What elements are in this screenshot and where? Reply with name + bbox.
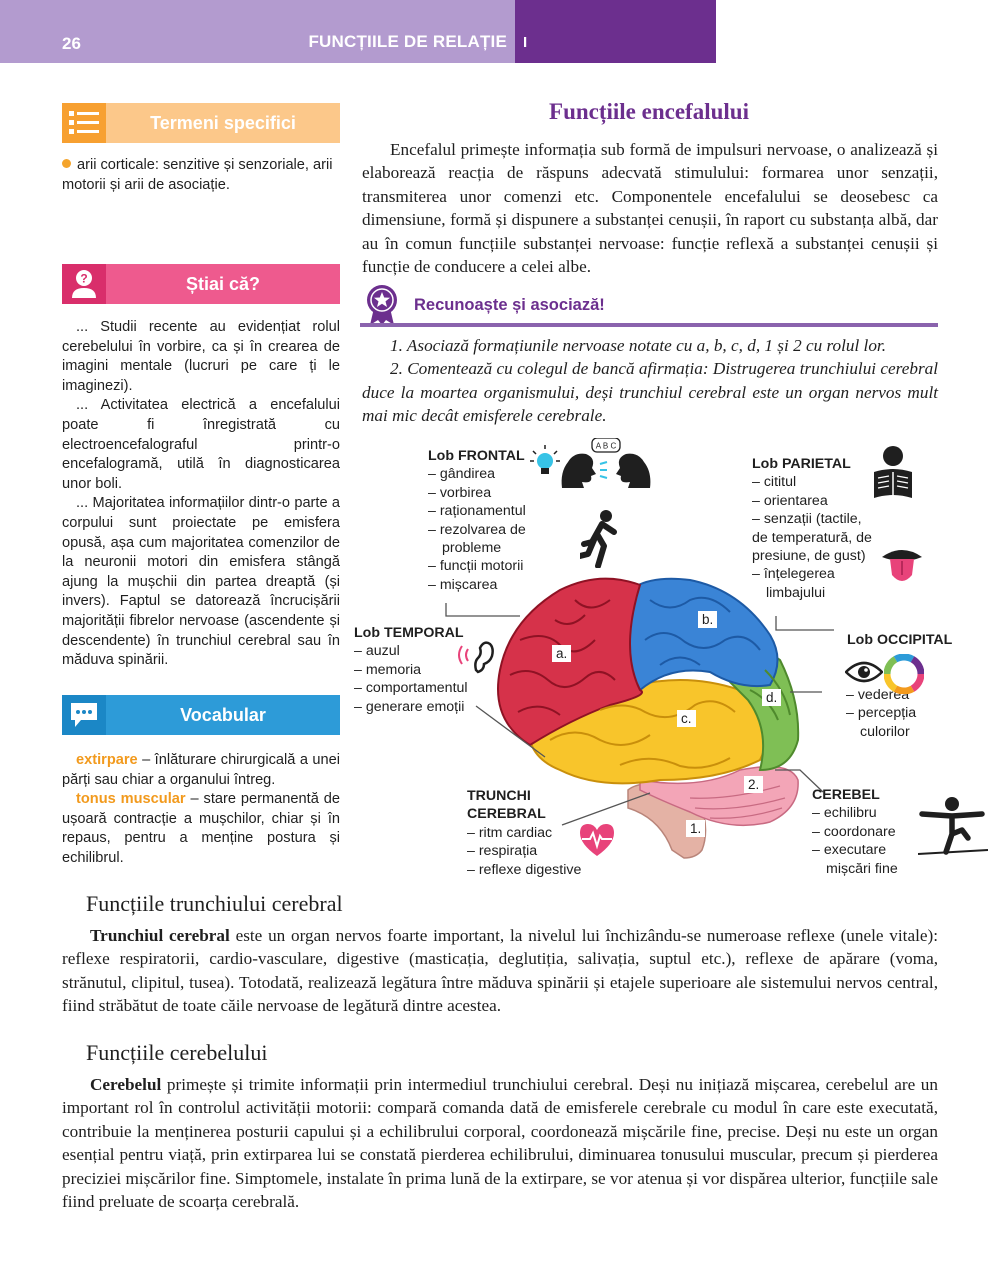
stiati-paragraph: ... Majoritatea informațiilor dintr-o parte a corpului sunt proiectate pe emisfera opusă, așa cum majoritatea comenzilor de la neuronii motori din emisfera stângă ajung la mușchii din partea dreaptă (și invers). Faptul se datorează încrucișării majorității fibrelor nervoase (ascendente și descendente) în trunchiul cerebral sau în măduva spinării. — [62, 495, 340, 669]
encefal-text: Encefalul primește informația sub formă de impulsuri nervoase, o analizează și elaborează reacția de răspuns adecvată stimulului: formarea unor senzații, transmiterea unor comenzi etc. Componentele encefalului se deosebesc ca dimensiune, formă și dispunere a substanței cenușii, în raport cu substanța albă, dar au în comun funcțiile substanței nervoase: funcție reflexă a substanței cenușii și funcție de conducere a celei albe. — [362, 140, 938, 277]
heart-pulse-icon — [578, 822, 616, 858]
reading-person-icon — [868, 446, 918, 500]
stiati-paragraph: ... Activitatea electrică a encefalului poate fi înregistrată cu electroencefalograful printr-o encefalogramă, utilă în diagnosticarea unor boli. — [62, 397, 340, 492]
running-person-icon — [580, 510, 620, 568]
mouth-tongue-icon — [880, 545, 924, 585]
stiati-paragraph: ... Studii recente au evidențiat rolul cerebelului în vorbire, ca și în crearea de imagini mentale (lucruri pe care ți le imaginezi). — [62, 319, 340, 394]
occipital-label: – vederea – percepția culorilor — [846, 687, 917, 740]
trunchi-section-text: Trunchiul cerebral este un organ nervos foarte important, la nivelul lui închizându-se numeroase reflexe (unele vitale): reflexe respiratorii, cardio-vasculare, digestive (masticația, deglutiția, salivația, suptul etc.), reflexe de apărare (voma, strănutul, clipitul, tusea). Totodată, realizează legătura între măduva spinării și etajele superioare ale sistemului nervos central, fiind străbătut de toate căile nervoase de legătură dintre acestea. — [62, 926, 938, 1016]
parietal-label: Lob PARIETAL – cititul – orientarea – senzații (tactile, de temperatură, de presiune, de gust) – înțelegerea limbajului — [752, 456, 872, 601]
exercise-item: 1. Asociază formațiunile nervoase notate cu a, b, c, d, 1 și 2 cu rolul lor. — [390, 336, 887, 355]
chapter-title: FUNCȚIILE DE RELAȚIE — [308, 32, 507, 51]
ear-icon — [454, 636, 494, 674]
terms-item: arii corticale: senzitive și senzoriale, arii motorii și arii de asociație. — [62, 157, 333, 193]
vocab-entry: tonus muscular – stare permanentă de ușoară contracție a mușchilor, chiar și în repaus, pentru a menține postura și echilibrul. — [62, 791, 340, 866]
cerebel-label: CEREBEL – echilibru – coordonare – executare mișcări fine — [812, 787, 898, 877]
temporal-label: Lob TEMPORAL – auzul – memoria – comportamentul – generare emoții — [354, 625, 468, 715]
exercise-item: 2. Comentează cu colegul de bancă afirmația: Distrugerea trunchiului cerebral duce la moartea organismului, deși trunchiul cerebral este un organ nervos mult mai mic decât emisferele cerebrale. — [362, 359, 938, 426]
balance-person-icon — [918, 796, 988, 858]
cerebel-section-title: Funcțiile cerebelului — [86, 1040, 268, 1065]
svg-text:?: ? — [80, 271, 88, 286]
label-c: c. — [677, 710, 696, 727]
chapter-number: I — [523, 34, 528, 51]
encefal-title: Funcțiile encefalului — [549, 99, 749, 124]
exercise-title: Recunoaște și asociază! — [414, 296, 605, 314]
occipital-title: Lob OCCIPITAL — [847, 632, 953, 648]
trunchi-section-title: Funcțiile trunchiului cerebral — [86, 891, 343, 916]
page-number: 26 — [62, 34, 81, 53]
label-2: 2. — [744, 776, 763, 793]
label-d: d. — [762, 689, 781, 706]
label-a: a. — [552, 645, 571, 662]
cerebel-section-text: Cerebelul primește și trimite informații prin intermediul trunchiului cerebral. Deși nu inițiază mișcarea, cerebelul are un important rol în controlul activității motorii: compară comanda dată de emisferele cerebrale cu modul în care este executată, contribuie la menținerea posturii capului și a echilibrului corporal, coordonează mișcările fine, precise. Deși nu este un organ esențial pentru viață, prin extirparea lui se constată pierderea echilibrului, diminuarea tonusului muscular, precum și pierderea preciziei mișcărilor fine. Simptomele, instalate în prima lună de la extirpare, se vor atenua și vor dispărea ulterior, funcțiile sale fiind preluate de scoarța cerebrală. — [62, 1075, 938, 1212]
stiati-title: Știai că? — [106, 264, 340, 304]
color-wheel-icon — [884, 654, 924, 694]
lightbulb-icon — [530, 445, 560, 477]
label-1: 1. — [686, 820, 705, 837]
frontal-label: Lob FRONTAL – gândirea – vorbirea – raționamentul – rezolvarea de probleme – funcții motorii – mișcarea — [428, 448, 526, 593]
vocab-title: Vocabular — [106, 695, 340, 735]
terms-title: Termeni specifici — [106, 103, 340, 143]
label-b: b. — [698, 611, 717, 628]
vocab-entry: extirpare – înlăturare chirurgicală a unei părți sau chiar a organului întreg. — [62, 752, 340, 788]
svg-text:A B C: A B C — [595, 441, 617, 451]
trunchi-label: TRUNCHI CEREBRAL – ritm cardiac – respirația – reflexe digestive — [467, 788, 582, 878]
eye-icon — [845, 660, 883, 684]
speaking-heads-icon — [560, 438, 652, 488]
